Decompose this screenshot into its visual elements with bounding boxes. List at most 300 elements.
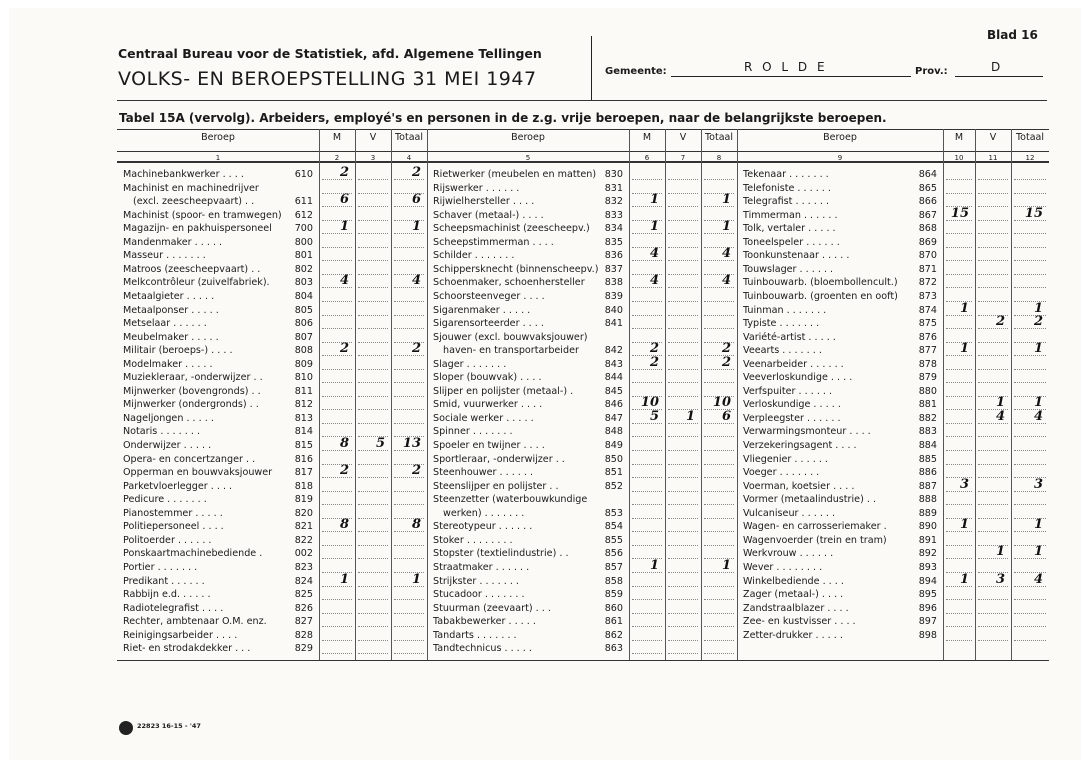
occupation-code: 859	[604, 589, 623, 601]
entry-line	[632, 599, 662, 600]
entry-line	[358, 193, 388, 194]
occupation-label: Werkvrouw . . . . . .	[743, 548, 834, 560]
count-t: 6	[411, 192, 421, 208]
count-t: 4	[1033, 408, 1043, 424]
column-number: 6	[644, 154, 650, 162]
occupation-code: 814	[294, 426, 313, 438]
count-t: 1	[1033, 341, 1043, 357]
entry-line	[668, 301, 698, 302]
occupation-code: 816	[294, 453, 313, 465]
count-m: 1	[649, 557, 659, 573]
column-number: 11	[988, 154, 998, 162]
count-m: 2	[649, 354, 659, 370]
count-v: 3	[995, 571, 1005, 587]
occupation-label: Slager . . . . . . .	[433, 358, 507, 370]
occupation-label: Steenzetter (waterbouwkundige	[433, 494, 588, 506]
entry-line	[358, 599, 388, 600]
occupation-code: 854	[604, 521, 623, 533]
entry-line	[1014, 193, 1046, 194]
count-v: 1	[685, 408, 695, 424]
entry-line	[632, 545, 662, 546]
entry-line	[946, 558, 972, 559]
occupation-code: 700	[294, 223, 313, 235]
count-m: 4	[649, 246, 659, 262]
table-row	[433, 408, 773, 426]
entry-line	[1014, 613, 1046, 614]
table-row	[123, 398, 463, 412]
occupation-label: Militair (beroeps-) . . . .	[123, 345, 233, 357]
occupation-label: Scheepstimmerman . . . .	[433, 236, 554, 248]
entry-line	[668, 396, 698, 397]
table-row	[433, 304, 773, 318]
table-row	[433, 354, 773, 372]
occupation-code: 873	[918, 290, 937, 302]
count-t: 1	[411, 571, 421, 587]
occupation-code: 809	[294, 358, 313, 370]
occupation-code: 610	[294, 169, 313, 180]
entry-line	[978, 531, 1008, 532]
entry-line	[358, 545, 388, 546]
entry-line	[946, 233, 972, 234]
occupation-code: 879	[918, 372, 937, 384]
count-t: 4	[1033, 571, 1043, 587]
table-row	[433, 246, 773, 263]
occupation-label: Vormer (metaalindustrie) . .	[743, 494, 877, 506]
entry-line	[704, 464, 734, 465]
entry-line	[322, 653, 352, 654]
entry-line	[668, 464, 698, 465]
occupation-label: Zager (metaal-) . . . .	[743, 589, 844, 601]
entry-line	[978, 342, 1008, 343]
entry-line	[946, 640, 972, 641]
entry-line	[394, 653, 424, 654]
occupation-code: 804	[294, 290, 313, 302]
occupation-code: 847	[604, 412, 623, 424]
table-row	[123, 192, 463, 209]
count-t: 1	[411, 219, 421, 235]
occupation-code: 852	[604, 480, 623, 492]
count-t: 1	[721, 219, 731, 235]
occupation-code: 806	[294, 318, 313, 330]
occupation-code: 822	[294, 534, 313, 546]
occupation-code: 808	[294, 345, 313, 357]
table-row	[123, 358, 463, 372]
entry-line	[358, 287, 388, 288]
occupation-label: Schoorsteenveger . . . .	[433, 290, 545, 302]
entry-line	[704, 586, 734, 587]
count-m: 10	[640, 395, 659, 411]
entry-line	[1014, 233, 1046, 234]
occupation-label: Veeverloskundige . . . .	[743, 372, 853, 384]
occupation-label: Typiste . . . . . . .	[743, 318, 820, 330]
entry-line	[322, 315, 352, 316]
entry-line	[978, 206, 1008, 207]
count-t: 1	[721, 557, 731, 573]
count-m: 1	[959, 517, 969, 533]
occupation-label: Smid, vuurwerker . . . .	[433, 399, 543, 411]
occupation-label: Rijswerker . . . . . .	[433, 182, 520, 194]
table-row	[123, 219, 463, 236]
occupation-code: 870	[918, 250, 937, 262]
entry-line	[358, 586, 388, 587]
column-header-m: M	[332, 132, 342, 143]
occupation-label: Tolk, vertaler . . . . .	[743, 223, 836, 235]
occupation-code: 832	[604, 196, 623, 208]
occupation-label: Slijper en polijster (metaal-) .	[433, 385, 574, 397]
occupation-label: Rijwielhersteller . . . .	[433, 196, 535, 208]
issuing-bureau: Centraal Bureau voor de Statistiek, afd. Algemene Tellingen	[118, 46, 542, 61]
occupation-label: Magazijn- en pakhuispersoneel	[123, 223, 272, 235]
entry-line	[358, 423, 388, 424]
occupation-label: Stuurman (zeevaart) . . .	[433, 602, 551, 614]
entry-line	[394, 382, 424, 383]
entry-line	[1014, 369, 1046, 370]
occupation-label: Sociale werker . . . . .	[433, 412, 534, 424]
entry-line	[668, 572, 698, 573]
column-header-totaal: Totaal	[704, 132, 733, 143]
count-t: 13	[402, 436, 421, 451]
table-row	[433, 466, 773, 480]
entry-line	[1014, 382, 1046, 383]
entry-line	[668, 342, 698, 343]
occupation-code: 611	[294, 196, 313, 208]
count-m: 1	[959, 571, 969, 587]
occupation-code: 830	[604, 169, 623, 180]
entry-line	[668, 586, 698, 587]
entry-line	[358, 179, 388, 180]
entry-line	[632, 586, 662, 587]
occupation-code: 811	[294, 385, 313, 397]
occupation-label: Touwslager . . . . . .	[743, 263, 834, 275]
entry-line	[704, 436, 734, 437]
occupation-code: 803	[294, 277, 313, 289]
count-v: 2	[995, 314, 1005, 330]
entry-line	[704, 599, 734, 600]
entry-line	[632, 653, 662, 654]
entry-line	[358, 382, 388, 383]
count-m: 8	[339, 436, 349, 451]
entry-line	[1014, 450, 1046, 451]
entry-line	[358, 477, 388, 478]
entry-line	[632, 179, 662, 180]
count-m: 15	[950, 205, 969, 221]
occupation-label: Stoker . . . . . . . .	[433, 534, 513, 546]
province-line	[955, 76, 1043, 77]
count-t: 1	[721, 192, 731, 208]
census-form	[9, 8, 1081, 760]
entry-line	[978, 491, 1008, 492]
occupation-label: Tabakbewerker . . . . .	[433, 616, 536, 628]
occupation-label: Spinner . . . . . . .	[433, 426, 513, 438]
entry-line	[978, 179, 1008, 180]
occupation-label: Verwarmingsmonteur . . . .	[743, 426, 871, 438]
occupation-code: 885	[918, 453, 937, 465]
occupation-code: 826	[294, 602, 313, 614]
table-row	[433, 219, 773, 236]
occupation-code: 850	[604, 453, 623, 465]
table-row	[433, 480, 773, 494]
occupation-label: Spoeler en twijner . . . .	[433, 440, 545, 451]
occupation-label: Wagenvoerder (trein en tram)	[743, 534, 887, 546]
entry-line	[946, 423, 972, 424]
occupation-label: Metselaar . . . . . .	[123, 318, 207, 330]
entry-line	[978, 613, 1008, 614]
occupation-code: 813	[294, 412, 313, 424]
occupation-label: Rechter, ambtenaar O.M. enz.	[123, 616, 267, 628]
occupation-code: 856	[604, 548, 623, 560]
entry-line	[394, 545, 424, 546]
entry-line	[668, 504, 698, 505]
table-row	[743, 182, 1081, 196]
table-top-rule	[117, 129, 1049, 130]
entry-line	[668, 640, 698, 641]
occupation-label: Opperman en bouwvaksjouwer	[123, 467, 273, 479]
entry-line	[632, 301, 662, 302]
entry-line	[358, 247, 388, 248]
entry-line	[632, 626, 662, 627]
count-m: 4	[339, 273, 349, 289]
table-row	[433, 493, 773, 507]
entry-line	[946, 274, 972, 275]
entry-line	[946, 369, 972, 370]
occupation-label: Sloper (bouwvak) . . . .	[433, 372, 542, 384]
table-row	[433, 642, 773, 656]
occupation-code: 831	[604, 182, 623, 194]
entry-line	[978, 518, 1008, 519]
entry-line	[704, 382, 734, 383]
occupation-label: Tandtechnicus . . . . .	[433, 643, 532, 655]
occupation-code: 860	[604, 602, 623, 614]
entry-line	[704, 450, 734, 451]
table-row	[743, 517, 1081, 534]
entry-line	[1014, 274, 1046, 275]
occupation-code: 838	[604, 277, 623, 289]
table-row	[743, 249, 1081, 263]
occupation-code: 823	[294, 561, 313, 573]
count-t: 2	[721, 341, 731, 357]
occupation-code: 881	[918, 399, 937, 411]
entry-line	[358, 396, 388, 397]
occupation-code: 872	[918, 277, 937, 289]
occupation-code: 845	[604, 385, 623, 397]
table-row	[743, 276, 1081, 290]
table-row	[433, 317, 773, 331]
occupation-label: Pianostemmer . . . . .	[123, 507, 223, 519]
entry-line	[946, 396, 972, 397]
entry-line	[322, 409, 352, 410]
entry-line	[358, 626, 388, 627]
count-m: 2	[339, 341, 349, 357]
occupation-code: 820	[294, 507, 313, 519]
column-header-v: V	[679, 132, 687, 143]
table-row	[433, 192, 773, 209]
table-row	[123, 273, 463, 290]
occupation-label: Zee- en kustvisser . . . .	[743, 616, 856, 628]
entry-line	[668, 193, 698, 194]
count-t: 1	[1033, 300, 1043, 316]
entry-line	[704, 315, 734, 316]
occupation-label: Voerman, koetsier . . . .	[743, 480, 855, 492]
entry-line	[704, 504, 734, 505]
occupation-code: 825	[294, 589, 313, 601]
table-bottom-rule	[117, 660, 1049, 661]
count-t: 1	[1033, 544, 1043, 560]
entry-line	[946, 409, 972, 410]
entry-line	[978, 504, 1008, 505]
column-number: 4	[406, 154, 412, 162]
entry-line	[704, 653, 734, 654]
table-row	[433, 575, 773, 589]
occupation-label: Vulcaniseur . . . . . .	[743, 507, 836, 519]
count-m: 1	[649, 219, 659, 235]
table-row	[743, 602, 1081, 616]
occupation-code: 843	[604, 358, 623, 370]
table-row	[433, 588, 773, 602]
count-v: 4	[995, 408, 1005, 424]
occupation-label: Steenhouwer . . . . . .	[433, 467, 534, 479]
entry-line	[668, 233, 698, 234]
entry-line	[394, 613, 424, 614]
table-row	[743, 341, 1081, 358]
entry-line	[632, 477, 662, 478]
header-divider	[591, 36, 592, 100]
entry-line	[632, 328, 662, 329]
occupation-label: Voeger . . . . . . .	[743, 467, 820, 479]
entry-line	[632, 518, 662, 519]
table-row	[433, 273, 773, 290]
entry-line	[394, 626, 424, 627]
table-row	[433, 602, 773, 616]
occupation-code: 839	[604, 290, 623, 302]
table-row	[433, 520, 773, 534]
gemeente-line	[671, 76, 911, 77]
entry-line	[358, 315, 388, 316]
count-t: 15	[1024, 205, 1043, 221]
table-row	[433, 557, 773, 575]
entry-line	[668, 382, 698, 383]
occupation-code: 897	[918, 616, 937, 628]
occupation-code: 871	[918, 263, 937, 275]
entry-line	[704, 518, 734, 519]
occupation-label: Sigarensorteerder . . . .	[433, 318, 544, 330]
table-row	[743, 425, 1081, 439]
entry-line	[946, 260, 972, 261]
occupation-label: Stopster (textielindustrie) . .	[433, 548, 569, 560]
occupation-label: Nageljongen . . . . .	[123, 412, 214, 424]
entry-line	[668, 355, 698, 356]
occupation-label: Zandstraalblazer . . . .	[743, 602, 849, 614]
occupation-label: Steenslijper en polijster . .	[433, 480, 559, 492]
column-header-totaal: Totaal	[394, 132, 423, 143]
entry-line	[978, 599, 1008, 600]
occupation-code: 002	[294, 548, 313, 560]
entry-line	[1014, 247, 1046, 248]
entry-line	[946, 504, 972, 505]
occupation-label: Toneelspeler . . . . . .	[743, 236, 840, 248]
entry-line	[978, 450, 1008, 451]
entry-line	[946, 436, 972, 437]
entry-line	[632, 504, 662, 505]
entry-line	[978, 287, 1008, 288]
entry-line	[946, 382, 972, 383]
count-m: 1	[339, 219, 349, 235]
entry-line	[322, 640, 352, 641]
count-t: 4	[721, 273, 731, 289]
entry-line	[322, 301, 352, 302]
column-number: 9	[837, 154, 843, 162]
occupation-label: Riet- en strodakdekker . . .	[123, 643, 251, 655]
entry-line	[704, 477, 734, 478]
entry-line	[322, 260, 352, 261]
entry-line	[358, 653, 388, 654]
table-row	[123, 571, 463, 589]
entry-line	[632, 315, 662, 316]
column-header-beroep: Beroep	[201, 132, 235, 143]
entry-line	[358, 464, 388, 465]
occupation-label: Zetter-drukker . . . . .	[743, 629, 843, 641]
table-row	[433, 507, 773, 521]
table-row	[743, 205, 1081, 223]
occupation-label: Schaver (metaal-) . . . .	[433, 209, 544, 221]
occupation-code: 886	[918, 467, 937, 479]
count-t: 2	[411, 341, 421, 357]
entry-line	[358, 233, 388, 234]
entry-line	[358, 518, 388, 519]
entry-line	[358, 504, 388, 505]
entry-line	[978, 369, 1008, 370]
occupation-label: Vliegenier . . . . . .	[743, 453, 828, 465]
entry-line	[632, 464, 662, 465]
entry-line	[394, 247, 424, 248]
entry-line	[668, 206, 698, 207]
entry-line	[322, 423, 352, 424]
entry-line	[358, 274, 388, 275]
entry-line	[322, 545, 352, 546]
occupation-label: Matroos (zeescheepvaart) . .	[123, 263, 261, 275]
column-number: 12	[1025, 154, 1035, 162]
entry-line	[394, 396, 424, 397]
entry-line	[632, 491, 662, 492]
table-row	[123, 615, 463, 629]
entry-line	[1014, 287, 1046, 288]
table-row	[743, 544, 1081, 561]
entry-line	[358, 342, 388, 343]
entry-line	[978, 477, 1008, 478]
table-row	[743, 371, 1081, 385]
table-row	[743, 222, 1081, 236]
entry-line	[668, 220, 698, 221]
occupation-code: 882	[918, 412, 937, 424]
entry-line	[322, 328, 352, 329]
occupation-label: Sportleraar, -onderwijzer . .	[433, 453, 565, 465]
occupation-label: Machinist en machinedrijver	[123, 182, 259, 194]
count-m: 1	[959, 341, 969, 357]
entry-line	[394, 260, 424, 261]
count-v: 1	[995, 544, 1005, 560]
entry-line	[322, 558, 352, 559]
entry-line	[978, 640, 1008, 641]
occupation-label: Winkelbediende . . . .	[743, 575, 844, 587]
table-row	[123, 534, 463, 548]
table-row	[743, 358, 1081, 372]
entry-line	[978, 626, 1008, 627]
occupation-code: 857	[604, 561, 623, 573]
table-row	[743, 629, 1081, 643]
entry-line	[668, 599, 698, 600]
entry-line	[704, 179, 734, 180]
count-m: 6	[339, 192, 349, 208]
occupation-label: Stucadoor . . . . . . .	[433, 589, 525, 601]
